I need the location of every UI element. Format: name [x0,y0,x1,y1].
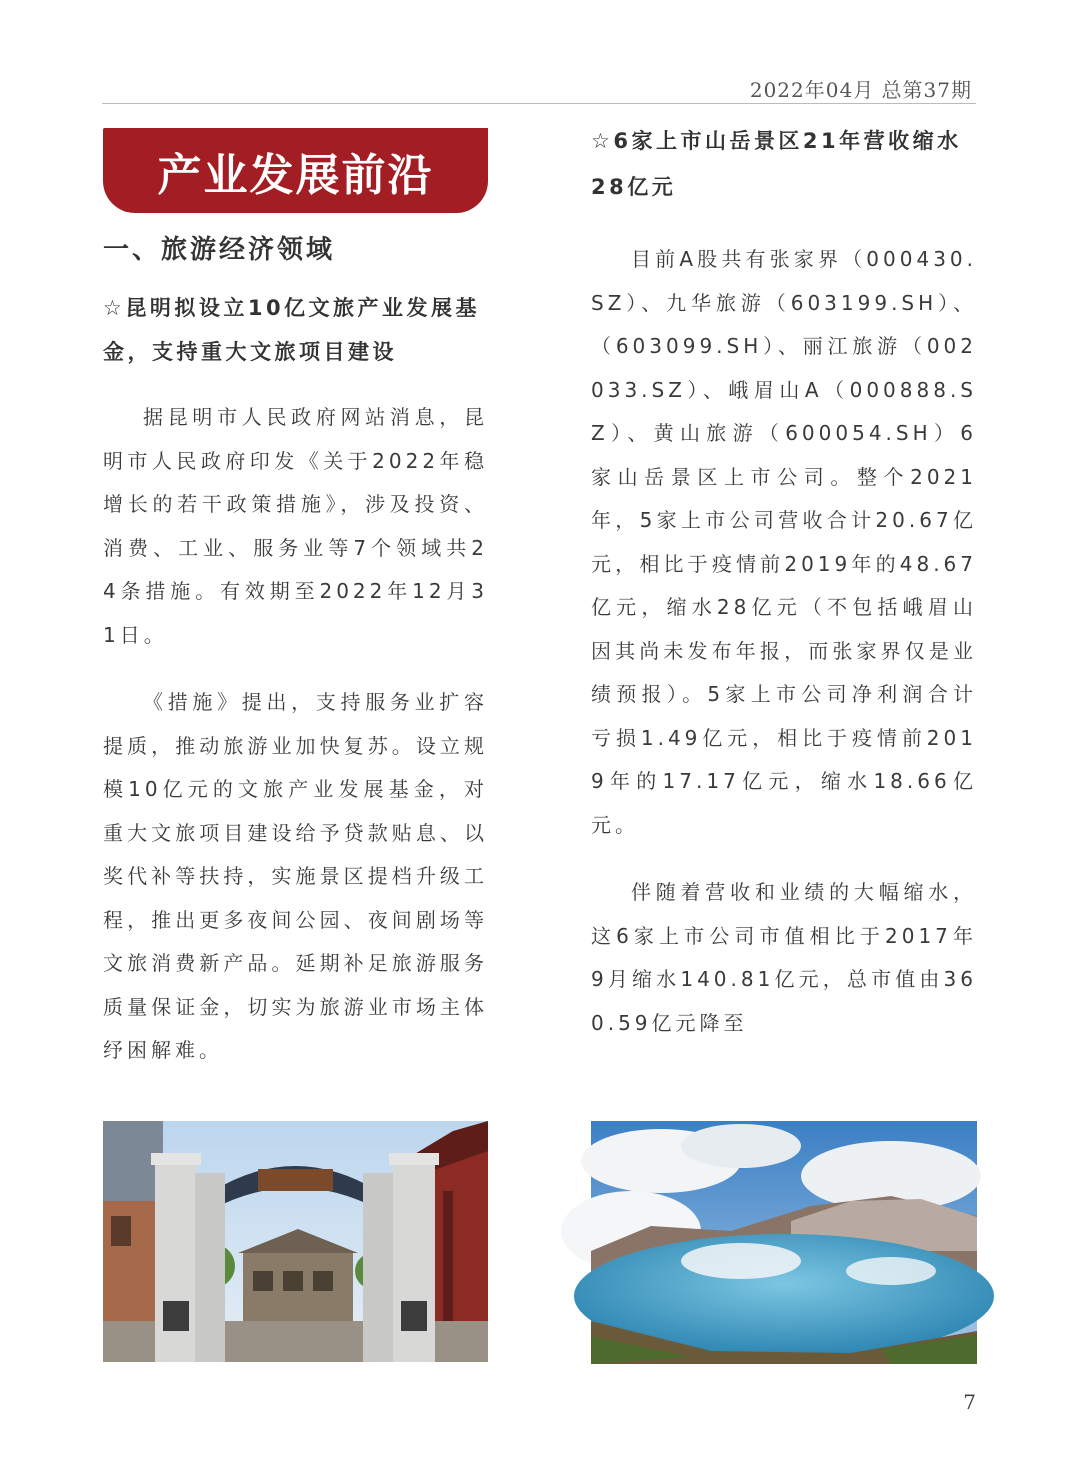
paragraph: 《措施》提出，支持服务业扩容提质，推动旅游业加快复苏。设立规模10亿元的文旅产业发展基金，对重大文旅项目建设给予贷款贴息、以奖代补等扶持，实施景区提档升级工程，推出更多夜间公园、夜间剧场等文旅消费新产品。延期补足旅游服务质量保证金，切实为旅游业市场主体纾困解难。 [103,690,488,1062]
paragraph: 伴随着营收和业绩的大幅缩水，这6家上市公司市值相比于2017年9月缩水140.81亿元，总市值由360.59亿元降至 [591,880,977,1035]
page-number: 7 [963,1390,976,1414]
city-gate-photo [103,1121,488,1362]
section-banner [103,128,488,213]
paragraph: 目前A股共有张家界（000430.SZ）、九华旅游（603199.SH）、（603099.SH）、丽江旅游（002033.SZ）、峨眉山A（000888.SZ）、黄山旅游（600054.SH）6家山岳景区上市公司。整个2021年，5家上市公司营收合计20.67亿元，相比于疫情前2019年的48.67亿元，缩水28亿元（不包括峨眉山因其尚未发布年报，而张家界仅是业绩预报）。5家上市公司净利润合计亏损1.49亿元，相比于疫情前2019年的17.17亿元，缩水18.66亿元。 [591,247,977,837]
header-divider [102,103,976,104]
banner-title: 产业发展前沿 [157,149,434,201]
article-title-kunming: ☆昆明拟设立10亿文旅产业发展基金，支持重大文旅项目建设 [103,296,481,364]
article-title-mountain-scenic: ☆6家上市山岳景区21年营收缩水28亿元 [591,129,962,199]
paragraph: 据昆明市人民政府网站消息，昆明市人民政府印发《关于2022年稳增长的若干政策措施》，涉及投资、消费、工业、服务业等7个领域共24条措施。有效期至2022年12月31日。 [103,405,488,647]
crater-lake-photo [591,1121,977,1364]
section-heading: 一、旅游经济领域 [103,235,336,265]
right-column [591,118,977,1035]
issue-info: 2022年04月 总第37期 [749,78,972,102]
left-column [103,228,488,1073]
